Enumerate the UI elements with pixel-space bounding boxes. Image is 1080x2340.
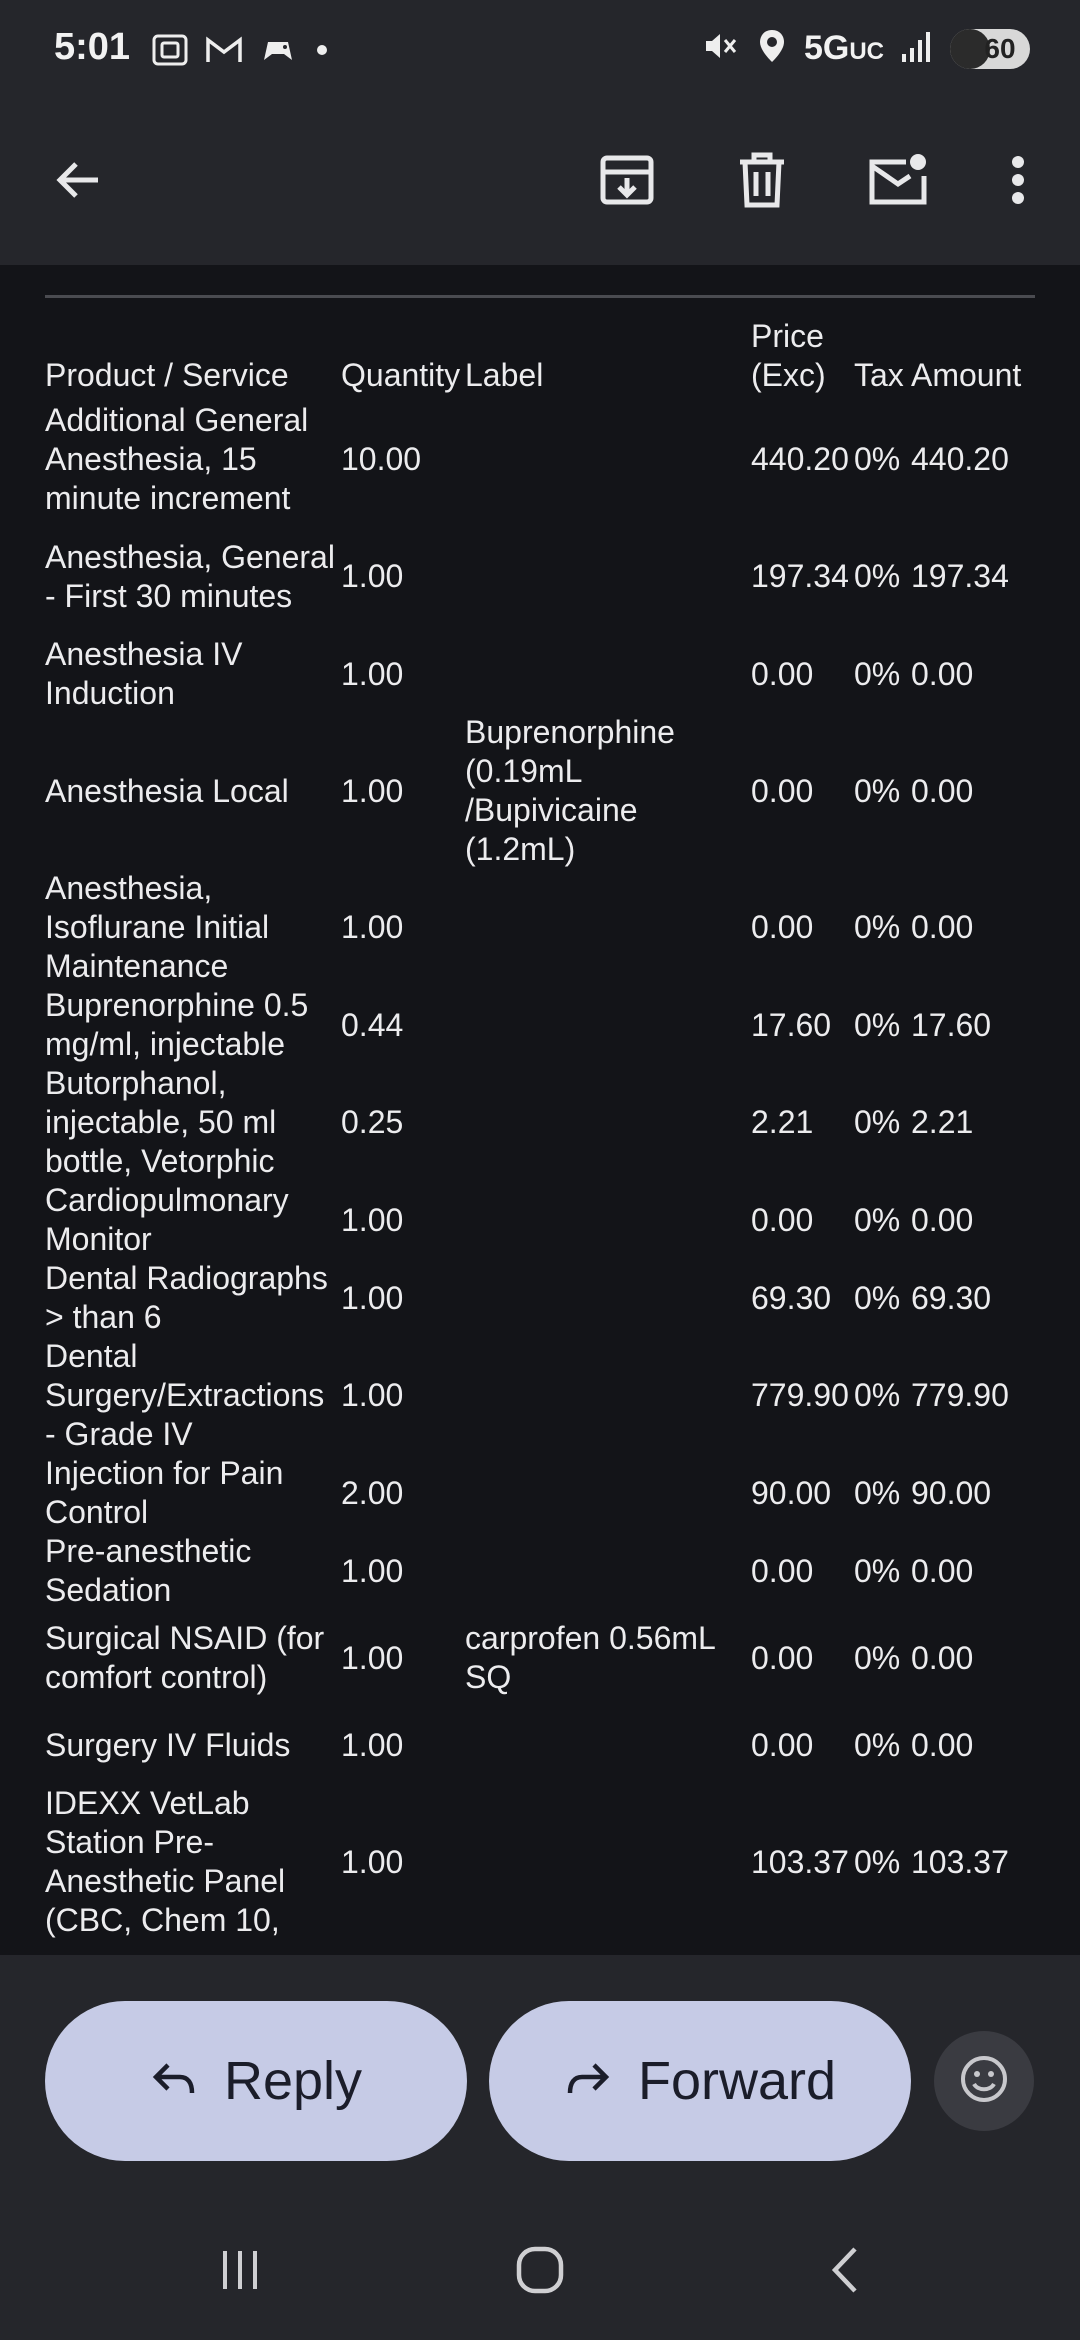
table-row: [45, 635, 1031, 713]
mute-icon: [700, 26, 740, 71]
cell-product: Injection for Pain Control: [45, 1455, 284, 1530]
system-nav-bar: [0, 2195, 1080, 2340]
cell-amount: 0.00: [911, 909, 974, 945]
cell-product: Anesthesia Local: [45, 772, 289, 809]
table-row: [45, 1532, 1031, 1610]
cell-tax: 0%: [854, 1843, 901, 1880]
cell-label: [465, 1181, 751, 1259]
cell-product: Additional General Anesthesia, 15 minute increment: [45, 402, 309, 516]
header-amount: Amount: [911, 357, 1022, 393]
cell-price: 779.90: [751, 1377, 849, 1413]
forward-label: Forward: [637, 2051, 837, 2111]
email-body[interactable]: [0, 265, 1080, 1955]
cell-label: [465, 869, 751, 986]
cell-price: 440.20: [751, 441, 849, 477]
cell-product: Dental Radiographs > than 6: [45, 1260, 328, 1335]
cell-quantity: 1.00: [341, 1552, 404, 1589]
cell-label: [465, 401, 751, 518]
location-icon: [756, 26, 788, 71]
cell-price: 90.00: [751, 1474, 832, 1511]
table-header-row: [45, 317, 1031, 401]
cell-product: Anesthesia, Isoflurane Initial Maintenance: [45, 870, 270, 984]
cell-quantity: 1.00: [341, 909, 404, 945]
forward-arrow-icon: [564, 2050, 612, 2112]
more-vert-icon[interactable]: [978, 140, 1058, 220]
cell-tax: 0%: [854, 441, 901, 477]
cell-price: 69.30: [751, 1279, 832, 1316]
cell-price: 0.00: [751, 1726, 814, 1763]
cell-amount: 0.00: [911, 1639, 974, 1676]
battery-level: 60: [984, 32, 1016, 64]
recents-icon[interactable]: [190, 2235, 290, 2305]
divider: [45, 295, 1035, 298]
cell-tax: 0%: [854, 1006, 901, 1043]
cell-quantity: 1.00: [341, 1377, 404, 1413]
cell-tax: 0%: [854, 1474, 901, 1511]
signal-icon: [900, 28, 934, 69]
cell-quantity: 1.00: [341, 1279, 404, 1316]
cell-amount: 0.00: [911, 1552, 974, 1589]
header-product: Product / Service: [45, 357, 289, 393]
gmail-icon: [204, 30, 244, 75]
cell-tax: 0%: [854, 1552, 901, 1589]
cell-tax: 0%: [854, 772, 901, 809]
reply-arrow-icon: [150, 2050, 198, 2112]
emoji-icon: [958, 2053, 1010, 2110]
header-label: Label: [465, 357, 544, 393]
cell-tax: 0%: [854, 1639, 901, 1676]
email-toolbar: [0, 100, 1080, 265]
cell-label: [465, 1337, 751, 1454]
notification-icons: [150, 30, 332, 75]
cell-tax: 0%: [854, 558, 901, 594]
cell-amount: 2.21: [911, 1104, 974, 1140]
cell-tax: 0%: [854, 909, 901, 945]
cell-price: 0.00: [751, 1552, 814, 1589]
table-row: [45, 1454, 1031, 1532]
mark-unread-icon[interactable]: [858, 140, 938, 220]
cell-tax: 0%: [854, 1201, 901, 1238]
cell-price: 103.37: [751, 1843, 849, 1880]
cell-product: Butorphanol, injectable, 50 ml bottle, Vetorphic: [45, 1065, 277, 1179]
cell-label: Buprenorphine (0.19mL /Bupivicaine (1.2mL): [465, 714, 675, 867]
cell-product: Surgery IV Fluids: [45, 1726, 291, 1763]
network-type: [804, 29, 884, 68]
cell-price: 0.00: [751, 909, 814, 945]
cell-tax: 0%: [854, 1377, 901, 1413]
cell-amount: 440.20: [911, 441, 1009, 477]
table-row: [45, 1337, 1031, 1454]
cell-label: [465, 1706, 751, 1784]
invoice-table: [45, 317, 1031, 1940]
cell-amount: 103.37: [911, 1843, 1009, 1880]
system-icons: [700, 26, 1030, 71]
cell-quantity: 1.00: [341, 655, 404, 692]
forward-button[interactable]: [489, 2001, 911, 2161]
cell-price: 0.00: [751, 1201, 814, 1238]
dot-icon: [312, 30, 332, 75]
cell-price: 0.00: [751, 772, 814, 809]
cell-label: [465, 1784, 751, 1940]
home-icon[interactable]: [490, 2235, 590, 2305]
table-row: [45, 986, 1031, 1064]
table-row: [45, 1784, 1031, 1940]
cell-tax: 0%: [854, 1104, 901, 1140]
cell-amount: 779.90: [911, 1377, 1009, 1413]
cell-label: [465, 986, 751, 1064]
cell-label: [465, 1532, 751, 1610]
table-row: [45, 1259, 1031, 1337]
network-label: 5G: [803, 29, 850, 67]
cell-amount: 0.00: [911, 1201, 974, 1238]
table-row: [45, 518, 1031, 635]
header-tax: Tax: [854, 357, 904, 393]
cell-label: [465, 1064, 751, 1181]
cell-product: Buprenorphine 0.5 mg/ml, injectable: [45, 987, 309, 1062]
cell-quantity: 1.00: [341, 1843, 404, 1880]
table-row: [45, 1610, 1031, 1706]
cell-quantity: 0.25: [341, 1104, 404, 1140]
cell-quantity: 1.00: [341, 1639, 404, 1676]
cell-amount: 69.30: [911, 1279, 992, 1316]
table-row: [45, 401, 1031, 518]
table-row: [45, 1181, 1031, 1259]
cell-product: Surgical NSAID (for comfort control): [45, 1620, 325, 1695]
status-bar: [0, 0, 1080, 100]
reply-button[interactable]: [45, 2001, 467, 2161]
table-row: [45, 1064, 1031, 1181]
cell-price: 17.60: [751, 1006, 832, 1043]
battery-icon: [950, 29, 1030, 69]
game-icon: [258, 30, 298, 75]
cell-product: Pre-anesthetic Sedation: [45, 1533, 252, 1608]
action-bar: [0, 1955, 1080, 2195]
cell-quantity: 1.00: [341, 1201, 404, 1238]
cell-amount: 197.34: [911, 558, 1009, 594]
cell-quantity: 1.00: [341, 772, 404, 809]
back-icon[interactable]: [795, 2235, 895, 2305]
cell-amount: 0.00: [911, 1726, 974, 1763]
cell-label: [465, 1454, 751, 1532]
status-time: 5:01: [54, 26, 131, 68]
cell-price: 0.00: [751, 655, 814, 692]
table-body: [45, 401, 1031, 1940]
screenshot-icon: [150, 30, 190, 75]
table-row: [45, 1706, 1031, 1784]
cell-label: [465, 518, 751, 635]
table-row: [45, 713, 1031, 869]
cell-product: Anesthesia, General - First 30 minutes: [45, 538, 335, 614]
cell-label: [465, 1259, 751, 1337]
cell-product: IDEXX VetLab Station Pre-Anesthetic Panel (CBC, Chem 10,: [45, 1785, 286, 1938]
delete-icon[interactable]: [722, 140, 802, 220]
cell-quantity: 2.00: [341, 1474, 404, 1511]
cell-tax: 0%: [854, 1726, 901, 1763]
cell-quantity: 1.00: [341, 1726, 404, 1763]
cell-quantity: 1.00: [341, 558, 404, 594]
cell-amount: 0.00: [911, 655, 974, 692]
emoji-button[interactable]: [934, 2031, 1034, 2131]
back-arrow-icon[interactable]: [38, 140, 118, 220]
cell-product: Dental Surgery/Extractions - Grade IV: [45, 1338, 325, 1452]
cell-quantity: 10.00: [341, 441, 422, 477]
archive-icon[interactable]: [587, 140, 667, 220]
cell-price: 197.34: [751, 558, 849, 594]
table-row: [45, 869, 1031, 986]
cell-amount: 90.00: [911, 1474, 992, 1511]
reply-label: Reply: [223, 2051, 363, 2111]
cell-tax: 0%: [854, 655, 901, 692]
cell-label: carprofen 0.56mL SQ: [465, 1620, 715, 1695]
network-suffix: UC: [849, 38, 884, 65]
cell-amount: 17.60: [911, 1006, 992, 1043]
cell-amount: 0.00: [911, 772, 974, 809]
cell-price: 2.21: [751, 1104, 814, 1140]
header-price: Price (Exc): [751, 318, 826, 393]
cell-tax: 0%: [854, 1279, 901, 1316]
header-quantity: Quantity: [341, 357, 461, 393]
cell-product: Cardiopulmonary Monitor: [45, 1182, 289, 1257]
cell-label: [465, 635, 751, 713]
cell-quantity: 0.44: [341, 1006, 404, 1043]
cell-product: Anesthesia IV Induction: [45, 636, 243, 711]
cell-price: 0.00: [751, 1639, 814, 1676]
